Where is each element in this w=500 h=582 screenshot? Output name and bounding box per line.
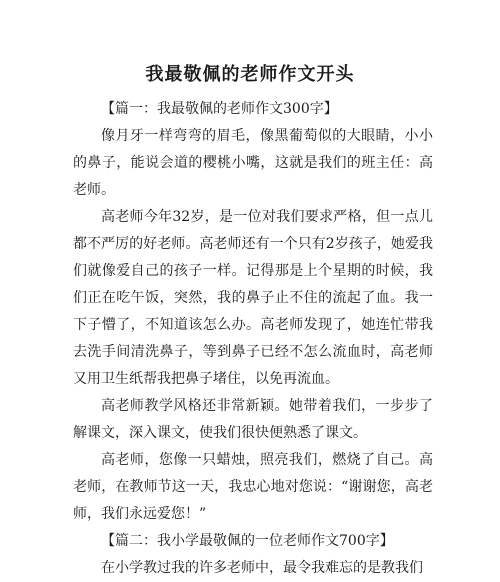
- document-body: [73, 96, 433, 582]
- paragraph: 像月牙一样弯弯的眉毛，像黑葡萄似的大眼睛，小小的鼻子，能说会道的樱桃小嘴，这就是我们的班主任：高老师。: [73, 128, 433, 198]
- section-heading: 【篇一：我最敬佩的老师作文300字】: [101, 101, 338, 117]
- section-heading: 【篇二：我小学最敬佩的一位老师作文700字】: [101, 533, 394, 549]
- paragraph: 高老师，您像一只蜡烛，照亮我们，燃烧了自己。高老师，在教师节这一天，我忠心地对您说：“谢谢您，高老师，我们永远爱您！”: [73, 452, 433, 522]
- paragraph: 在小学教过我的许多老师中，最令我难忘的是教我们: [101, 560, 423, 576]
- paragraph: 高老师教学风格还非常新颖。她带着我们，一步步了解课文，深入课文，使我们很快便熟悉了课文。: [73, 398, 433, 441]
- paragraph: 高老师今年32岁，是一位对我们要求严格，但一点儿都不严厉的好老师。高老师还有一个只有2岁孩子，她爱我们就像爱自己的孩子一样。记得那是上个星期的时候，我们正在吃午饭，突然，我的鼻子止不住的流起了血。我一下子懵了，不知道该怎么办。高老师发现了，她连忙带我去洗手间清洗鼻子，等到鼻子已经不怎么流血时，高老师又用卫生纸帮我把鼻子堵住，以免再流血。: [73, 209, 433, 387]
- document-title: 我最敬佩的老师作文开头: [145, 64, 355, 85]
